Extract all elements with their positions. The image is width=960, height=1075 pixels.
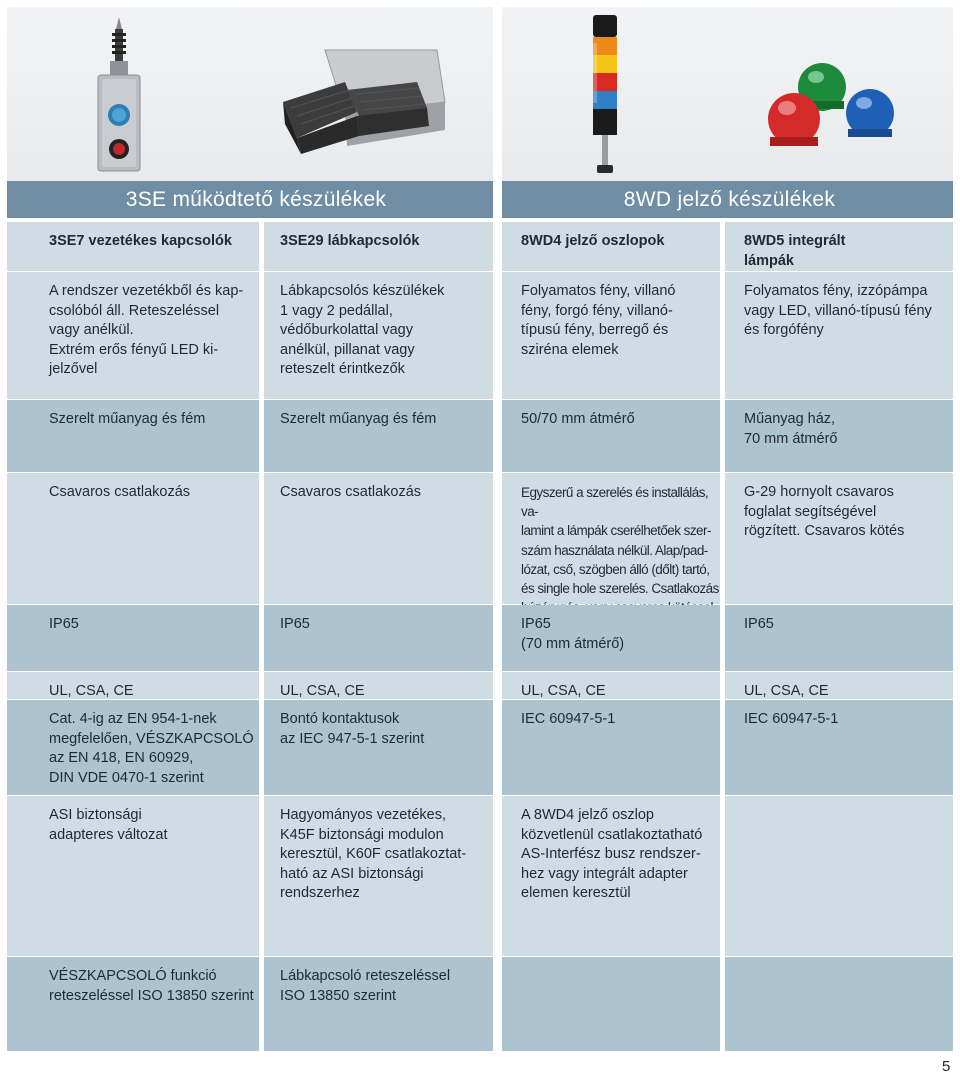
table-cell: 50/70 mm átmérő — [502, 400, 720, 472]
table-cell: Csavaros csatlakozás — [7, 473, 259, 604]
section-title-8wd — [502, 181, 953, 218]
column-heading: 3SE29 lábkapcsolók — [264, 222, 493, 271]
photo-panel-3se — [7, 7, 493, 181]
table-cell: Szerelt műanyag és fém — [264, 400, 493, 472]
table-cell: Folyamatos fény, izzópámpa vagy LED, villanó-típusú fény és forgófény — [725, 272, 953, 399]
table-cell: UL, CSA, CE — [7, 672, 259, 699]
table-cell: Cat. 4-ig az EN 954-1-nek megfelelően, VÉSZKAPCSOLÓ az EN 418, EN 60929, DIN VDE 0470-1 szerint — [7, 700, 259, 795]
column-heading: 8WD5 integrált lámpák — [725, 222, 953, 271]
table-cell — [502, 957, 720, 1051]
foot-switch-image — [277, 42, 447, 172]
table-cell — [725, 796, 953, 956]
table-cell: Szerelt műanyag és fém — [7, 400, 259, 472]
photo-panel-8wd — [502, 7, 953, 181]
table-cell: IEC 60947-5-1 — [725, 700, 953, 795]
table-cell — [725, 957, 953, 1051]
table-cell: UL, CSA, CE — [502, 672, 720, 699]
table-cell: UL, CSA, CE — [264, 672, 493, 699]
table-cell: Műanyag ház, 70 mm átmérő — [725, 400, 953, 472]
integrated-lamps-image — [764, 53, 904, 153]
section-title-3se — [7, 181, 493, 218]
table-cell: Lábkapcsolós készülékek 1 vagy 2 pedállal, védőburkolattal vagy anélkül, pillanat vagy reteszelt érintkezők — [264, 272, 493, 399]
table-cell: A rendszer vezetékből és kap- csolóból áll. Reteszeléssel vagy anélkül. Extrém erős fényű LED ki- jelzővel — [7, 272, 259, 399]
column-heading: 3SE7 vezetékes kapcsolók — [7, 222, 259, 271]
table-cell: IEC 60947-5-1 — [502, 700, 720, 795]
pendant-switch-image — [92, 15, 147, 175]
table-cell: ASI biztonsági adapteres változat — [7, 796, 259, 956]
table-cell: G-29 hornyolt csavaros foglalat segítségével rögzített. Csavaros kötés — [725, 473, 953, 604]
table-cell: Lábkapcsoló reteszeléssel ISO 13850 szerint — [264, 957, 493, 1051]
table-cell: Folyamatos fény, villanó fény, forgó fény, villanó- típusú fény, berregő és sziréna elemek — [502, 272, 720, 399]
table-cell: Bontó kontaktusok az IEC 947-5-1 szerint — [264, 700, 493, 795]
signal-tower-image — [587, 13, 623, 179]
table-cell: IP65 — [7, 605, 259, 671]
section-title-3se-text: 3SE működtető készülékek — [125, 187, 387, 211]
table-cell: A 8WD4 jelző oszlop közvetlenül csatlakoztatható AS-Interfész busz rendszer- hez vagy integrált adapter elemen keresztül — [502, 796, 720, 956]
section-title-8wd-text: 8WD jelző készülékek — [623, 187, 836, 211]
table-cell: VÉSZKAPCSOLÓ funkció reteszeléssel ISO 13850 szerint — [7, 957, 259, 1051]
table-cell: IP65 — [725, 605, 953, 671]
table-cell: IP65 (70 mm átmérő) — [502, 605, 720, 671]
page-number: 5 — [942, 1058, 951, 1075]
column-heading: 8WD4 jelző oszlopok — [502, 222, 720, 271]
table-cell: Egyszerű a szerelés és installálás, va- lamint a lámpák cserélhetőek szer- szám használata nélkül. Alap/pad- lózat, cső, szögben álló (dőlt) tartó, és single hole szerelés. Csatlakozás — [502, 473, 720, 604]
table-cell: Hagyományos vezetékes, K45F biztonsági modulon keresztül, K60F csatlakoztat- ható az ASI biztonsági rendszerhez — [264, 796, 493, 956]
table-cell: Csavaros csatlakozás — [264, 473, 493, 604]
table-cell: UL, CSA, CE — [725, 672, 953, 699]
table-cell: IP65 — [264, 605, 493, 671]
